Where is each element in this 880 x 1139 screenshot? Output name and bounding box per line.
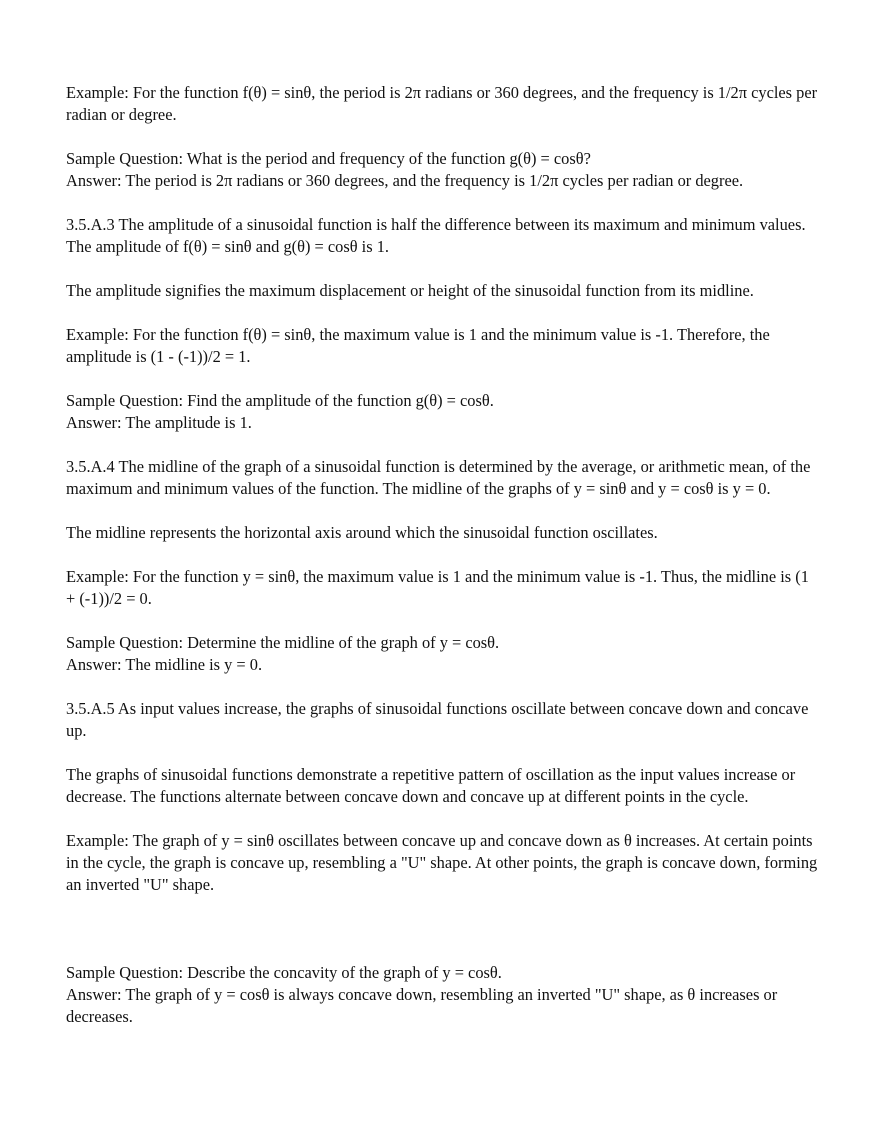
sample-question-amplitude-paragraph [66, 390, 818, 434]
amplitude-meaning-paragraph [66, 280, 818, 302]
sample-question-midline-paragraph [66, 632, 818, 676]
text-line: The amplitude signifies the maximum displacement or height of the sinusoidal function from its midline. [66, 281, 754, 300]
example-amplitude-paragraph [66, 324, 818, 368]
example-concavity-paragraph [66, 830, 818, 896]
answer-line: Answer: The amplitude is 1. [66, 413, 252, 432]
answer-line: Answer: The period is 2π radians or 360 degrees, and the frequency is 1/2π cycles per radian or degree. [66, 171, 744, 190]
text-line: The midline represents the horizontal axis around which the sinusoidal function oscillates. [66, 523, 658, 542]
example-period-paragraph [66, 82, 818, 126]
sample-question-period-paragraph [66, 148, 818, 192]
answer-line: Answer: The graph of y = cosθ is always concave down, resembling an inverted "U" shape, as θ increases or decreases. [66, 985, 778, 1026]
text-line: 3.5.A.3 The amplitude of a sinusoidal function is half the difference between its maximum and minimum values. The amplitude of f(θ) = sinθ and g(θ) = cosθ is 1. [66, 215, 806, 256]
text-line: 3.5.A.5 As input values increase, the graphs of sinusoidal functions oscillate between concave down and concave up. [66, 699, 809, 740]
concavity-definition-paragraph [66, 698, 818, 742]
answer-line: Answer: The midline is y = 0. [66, 655, 263, 674]
concavity-meaning-paragraph [66, 764, 818, 808]
text-line: The graphs of sinusoidal functions demonstrate a repetitive pattern of oscillation as the input values increase or decrease. The functions alternate between concave down and concave up at different points in the cycle. [66, 765, 796, 806]
midline-definition-paragraph [66, 456, 818, 500]
text-line: 3.5.A.4 The midline of the graph of a sinusoidal function is determined by the average, or arithmetic mean, of the maximum and minimum values of the function. The midline of the graphs of y = sinθ and y = cosθ is y = 0. [66, 457, 811, 498]
text-line: Example: For the function f(θ) = sinθ, the period is 2π radians or 360 degrees, and the frequency is 1/2π cycles per radian or degree. [66, 83, 818, 124]
example-midline-paragraph [66, 566, 818, 610]
sample-question-concavity-paragraph [66, 962, 818, 1028]
amplitude-definition-paragraph [66, 214, 818, 258]
text-line: Example: The graph of y = sinθ oscillates between concave up and concave down as θ increases. At certain points in the cycle, the graph is concave up, resembling a "U" shape. At other points, the graph is concave down, forming an inverted "U" shape. [66, 831, 818, 894]
document-page [66, 82, 818, 1050]
question-line: Sample Question: Find the amplitude of the function g(θ) = cosθ. [66, 391, 494, 410]
text-line: Example: For the function f(θ) = sinθ, the maximum value is 1 and the minimum value is -1. Therefore, the amplitude is (1 - (-1))/2 = 1. [66, 325, 770, 366]
question-line: Sample Question: Describe the concavity of the graph of y = cosθ. [66, 963, 502, 982]
question-line: Sample Question: What is the period and frequency of the function g(θ) = cosθ? [66, 149, 591, 168]
midline-meaning-paragraph [66, 522, 818, 544]
question-line: Sample Question: Determine the midline of the graph of y = cosθ. [66, 633, 500, 652]
text-line: Example: For the function y = sinθ, the maximum value is 1 and the minimum value is -1. Thus, the midline is (1 + (-1))/2 = 0. [66, 567, 809, 608]
